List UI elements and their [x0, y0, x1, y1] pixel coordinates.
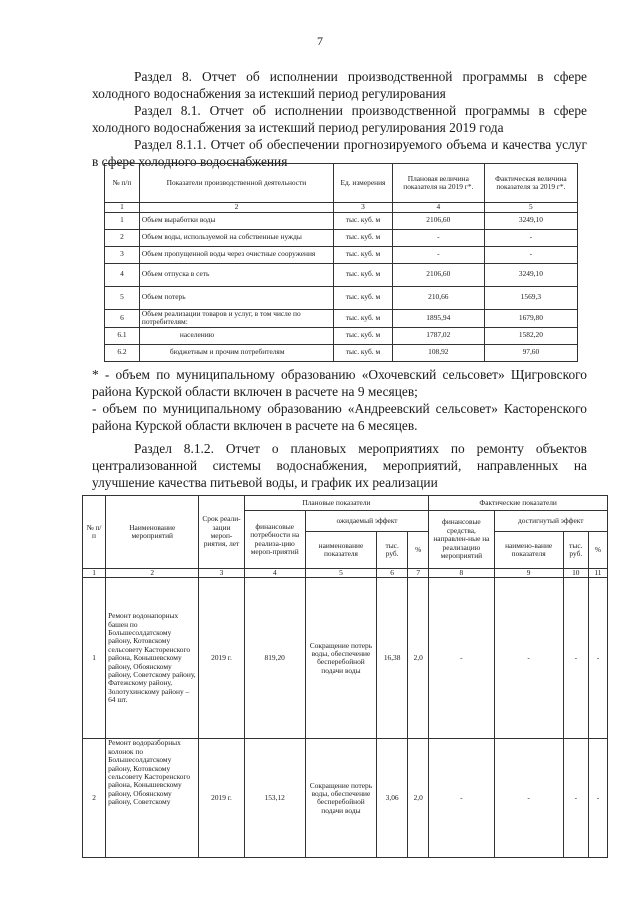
col-number: 8 [429, 569, 494, 578]
row-num: 2 [105, 229, 140, 246]
header-expected: ожидаемый эффект [305, 511, 428, 532]
row-plan: 2106,60 [392, 263, 484, 286]
row-num: 6.1 [105, 327, 140, 344]
row-rub: 16,38 [377, 578, 408, 739]
row-fact: 3249,10 [484, 212, 577, 229]
row-pct: 2,0 [408, 578, 429, 739]
header-num: № п/п [83, 496, 106, 569]
row-plan: 1895,94 [392, 309, 484, 327]
table-row [105, 344, 578, 361]
table-row [105, 327, 578, 344]
heading-section-8-text: Раздел 8. Отчет об исполнении производственной программы в сфере холодного водоснабжения за истекший период регулирования [92, 69, 587, 101]
row-ach-pct: - [588, 578, 607, 739]
col-number: 4 [392, 203, 484, 213]
row-name: Объем пропущенной воды через очистные сооружения [139, 246, 333, 263]
header-achieved: достигнутый эффект [494, 511, 608, 532]
col-number: 11 [588, 569, 607, 578]
row-effect: Сокращение потерь воды, обеспечение бесперебойной подачи воды [305, 739, 376, 858]
row-plan: 108,92 [392, 344, 484, 361]
header-indicator: Показатели производственной деятельности [139, 164, 333, 203]
table-row [83, 578, 608, 739]
row-num: 3 [105, 246, 140, 263]
repair-measures-table [82, 495, 608, 858]
col-number: 2 [139, 203, 333, 213]
col-number: 5 [305, 569, 376, 578]
row-pct: 2,0 [408, 739, 429, 858]
row-unit: тыс. куб. м [334, 309, 393, 327]
note-star: * - объем по муниципальному образованию «Охочевский сельсовет» Щигровского района Курской области включен в расчете на 9 месяцев; [92, 367, 587, 399]
row-plan: 1787,02 [392, 327, 484, 344]
row-fact: 97,60 [484, 344, 577, 361]
row-fact: 3249,10 [484, 263, 577, 286]
col-number: 1 [105, 203, 140, 213]
row-ach-rub: - [563, 739, 588, 858]
col-number: 3 [334, 203, 393, 213]
page-number: 7 [317, 34, 323, 48]
row-name: Ремонт водоразборных колонок по Большесолдатскому району, Котовскому сельсовету Касторенского района, Конышевскому району, Обоянскому району, Советскому [106, 739, 199, 858]
table-row [105, 309, 578, 327]
column-number-row [105, 203, 578, 213]
table-row [105, 212, 578, 229]
header-num: № п/п [105, 164, 140, 203]
heading-section-8-1-1-text: Раздел 8.1.1. Отчет об обеспечении прогнозируемого объема и качества услуг в сфере холодного водоснабжения [92, 137, 587, 169]
row-name: Объем отпуска в сеть [139, 263, 333, 286]
col-number: 1 [83, 569, 106, 578]
col-number: 7 [408, 569, 429, 578]
table-row [83, 739, 608, 858]
header-pct: % [408, 532, 429, 569]
heading-section-8-1-2-text: Раздел 8.1.2. Отчет о плановых мероприятиях по ремонту объектов централизованной системы водоснабжения, мероприятий, направленных на улучшение качества питьевой воды, и график их реализации [92, 441, 587, 490]
row-name: Объем воды, используемой на собственные нужды [139, 229, 333, 246]
row-fact: 1569,3 [484, 286, 577, 309]
row-num: 5 [105, 286, 140, 309]
header-plan-group: Плановые показатели [244, 496, 429, 511]
table-header-row [83, 496, 608, 511]
table-row [105, 229, 578, 246]
row-num: 4 [105, 263, 140, 286]
row-num: 1 [105, 212, 140, 229]
row-unit: тыс. куб. м [334, 246, 393, 263]
row-ach-pct: - [588, 739, 607, 858]
row-fin-plan: 153,12 [244, 739, 305, 858]
heading-section-8-1-2 [92, 440, 587, 491]
row-fact: 1582,20 [484, 327, 577, 344]
column-number-row [83, 569, 608, 578]
header-pct-2: % [588, 532, 607, 569]
row-num: 6.2 [105, 344, 140, 361]
header-unit: Ед. измерения [334, 164, 393, 203]
row-unit: тыс. куб. м [334, 263, 393, 286]
row-unit: тыс. куб. м [334, 212, 393, 229]
table-row [105, 246, 578, 263]
row-plan: - [392, 246, 484, 263]
row-unit: тыс. куб. м [334, 286, 393, 309]
row-unit: тыс. куб. м [334, 327, 393, 344]
row-term: 2019 г. [199, 739, 244, 858]
row-fin-plan: 819,20 [244, 578, 305, 739]
row-effect: Сокращение потерь воды, обеспечение бесперебойной подачи воды [305, 578, 376, 739]
col-number: 5 [484, 203, 577, 213]
header-fin-fact: финансовые средства, направлен-ные на реализацию мероприятий [429, 511, 494, 569]
row-name: Объем выработки воды [139, 212, 333, 229]
row-ach-name: - [494, 578, 563, 739]
col-number: 2 [106, 569, 199, 578]
header-fact: Фактическая величина показателя за 2019 г*. [484, 164, 577, 203]
production-indicators-table [104, 163, 578, 362]
row-unit: тыс. куб. м [334, 229, 393, 246]
col-number: 10 [563, 569, 588, 578]
header-plan: Плановая величина показателя на 2019 г*. [392, 164, 484, 203]
table-row [105, 286, 578, 309]
header-indicator-name-2: наимено-вание показателя [494, 532, 563, 569]
heading-section-8-1 [92, 102, 587, 136]
heading-section-8 [92, 68, 587, 102]
row-name: Ремонт водонапорных башен по Большесолдатскому району, Котовскому сельсовету Касторенского района, Конышевскому району, Обоянскому району, Советскому району, Фатежскому району, Золотухинскому району – 64 шт. [106, 578, 199, 739]
header-name: Наименование мероприятий [106, 496, 199, 569]
row-ach-rub: - [563, 578, 588, 739]
row-rub: 3,06 [377, 739, 408, 858]
row-name: бюджетным и прочим потребителям [139, 344, 333, 361]
row-name: Объем реализации товаров и услуг, в том числе по потребителям: [139, 309, 333, 327]
heading-section-8-1-text: Раздел 8.1. Отчет об исполнении производственной программы в сфере холодного водоснабжения за истекший период регулирования 2019 года [92, 103, 587, 135]
row-ach-name: - [494, 739, 563, 858]
row-fact: 1679,80 [484, 309, 577, 327]
row-name: Объем потерь [139, 286, 333, 309]
row-num: 2 [83, 739, 106, 858]
row-num: 6 [105, 309, 140, 327]
header-rub: тыс. руб. [377, 532, 408, 569]
col-number: 9 [494, 569, 563, 578]
header-fact-group: Фактические показатели [429, 496, 608, 511]
col-number: 4 [244, 569, 305, 578]
header-term: Срок реали-зации мероп-риятия, лет [199, 496, 244, 569]
row-fact: - [484, 229, 577, 246]
table-header-row [105, 164, 578, 203]
row-plan: - [392, 229, 484, 246]
row-fin-fact: - [429, 739, 494, 858]
header-fin-plan: финансовые потребности на реализа-цию мероп-приятий [244, 511, 305, 569]
table-row [105, 263, 578, 286]
note-dash: - объем по муниципальному образованию «Андреевский сельсовет» Касторенского района Курской области включен в расчете на 6 месяцев. [92, 401, 587, 433]
header-indicator-name: наименование показателя [305, 532, 376, 569]
row-name: населению [139, 327, 333, 344]
row-fact: - [484, 246, 577, 263]
row-unit: тыс. куб. м [334, 344, 393, 361]
col-number: 3 [199, 569, 244, 578]
header-rub-2: тыс. руб. [563, 532, 588, 569]
row-plan: 2106,60 [392, 212, 484, 229]
row-term: 2019 г. [199, 578, 244, 739]
row-fin-fact: - [429, 578, 494, 739]
row-plan: 210,66 [392, 286, 484, 309]
row-num: 1 [83, 578, 106, 739]
col-number: 6 [377, 569, 408, 578]
